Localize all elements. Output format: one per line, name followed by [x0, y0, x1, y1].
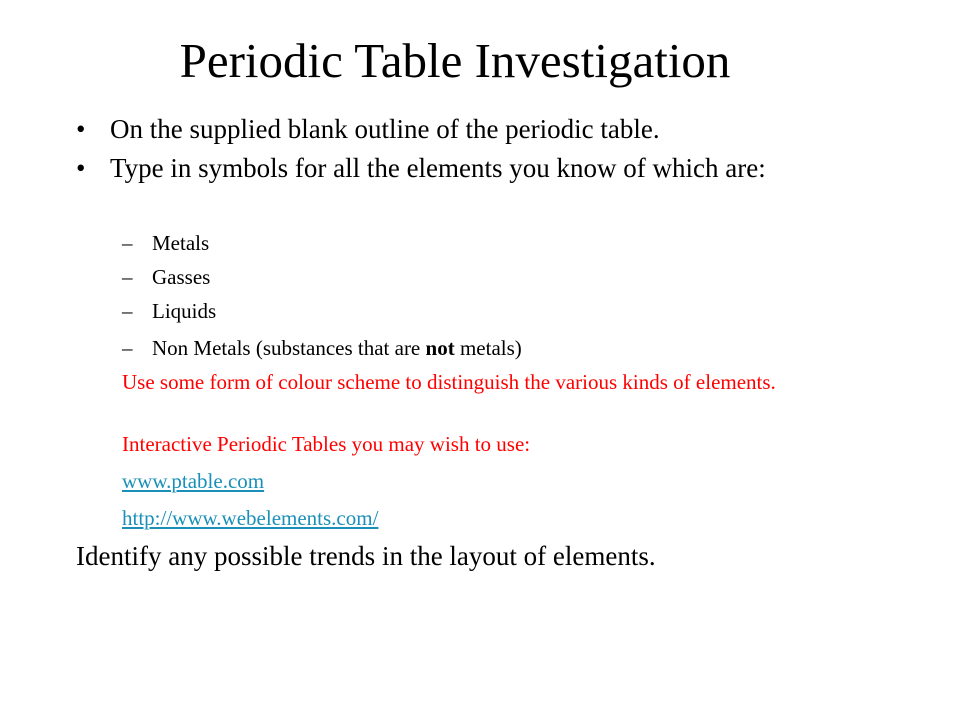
sub-item-marker: – — [122, 265, 133, 289]
sub-item-text-bold: not — [425, 336, 455, 360]
bullet-text: Type in symbols for all the elements you know of which are: — [110, 153, 766, 183]
slide-title: Periodic Table Investigation — [179, 33, 731, 88]
colour-scheme-note: Use some form of colour scheme to distinguish the various kinds of elements. — [122, 370, 776, 394]
sub-item-text: Gasses — [152, 265, 211, 289]
sub-item-text: Metals — [152, 231, 210, 255]
interactive-tables-note: Interactive Periodic Tables you may wish to use: — [122, 432, 531, 456]
sub-item-text: Liquids — [152, 299, 217, 323]
sub-item-marker: – — [122, 299, 133, 323]
bullet-marker: • — [76, 153, 86, 183]
sub-item-text-before: Non Metals (substances that are — [152, 336, 426, 360]
sub-item-marker: – — [122, 336, 133, 360]
link-ptable[interactable]: www.ptable.com — [122, 469, 265, 493]
closing-statement: Identify any possible trends in the layout of elements. — [76, 541, 656, 571]
link-webelements[interactable]: http://www.webelements.com/ — [122, 506, 379, 530]
bullet-text: On the supplied blank outline of the periodic table. — [110, 114, 660, 144]
bullet-marker: • — [76, 114, 86, 144]
sub-item-text — [152, 335, 522, 361]
sub-item-text-after: metals) — [454, 336, 522, 360]
sub-item-marker: – — [122, 231, 133, 255]
